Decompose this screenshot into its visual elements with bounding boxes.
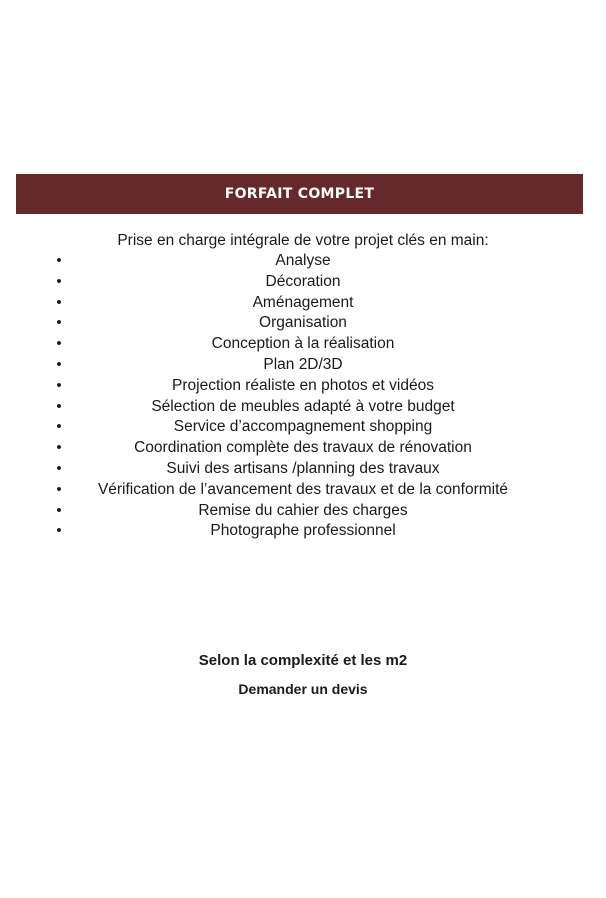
bullet-icon: • <box>56 376 62 394</box>
feature-item <box>0 251 606 272</box>
bullet-icon: • <box>56 397 62 415</box>
feature-item <box>0 272 606 293</box>
feature-label: Vérification de l’avancement des travaux et de la conformité <box>97 480 509 498</box>
bullet-icon: • <box>56 272 62 290</box>
feature-list <box>0 251 606 542</box>
feature-item <box>0 334 606 355</box>
bullet-icon: • <box>56 314 62 332</box>
feature-label: Remise du cahier des charges <box>198 501 408 519</box>
feature-item <box>0 438 606 459</box>
bullet-icon: • <box>56 293 62 311</box>
feature-item <box>0 459 606 480</box>
feature-item <box>0 313 606 334</box>
feature-label: Organisation <box>259 314 347 332</box>
feature-item <box>0 480 606 501</box>
bullet-icon: • <box>56 252 62 269</box>
feature-label: Sélection de meubles adapté à votre budget <box>151 397 455 415</box>
feature-label: Plan 2D/3D <box>263 355 343 373</box>
feature-label: Conception à la réalisation <box>211 335 395 353</box>
bullet-icon: • <box>56 480 62 498</box>
bullet-icon: • <box>56 335 62 353</box>
feature-label: Projection réaliste en photos et vidéos <box>172 376 434 394</box>
feature-label: Analyse <box>275 252 331 269</box>
bullet-icon: • <box>56 501 62 519</box>
request-quote-link[interactable]: Demander un devis <box>238 681 368 697</box>
bullet-icon: • <box>56 355 62 373</box>
bullet-icon: • <box>56 459 62 477</box>
feature-item <box>0 397 606 418</box>
feature-label: Décoration <box>265 272 341 290</box>
feature-item <box>0 417 606 438</box>
section-header <box>16 174 583 214</box>
feature-label: Photographe professionnel <box>210 522 396 540</box>
feature-item <box>0 376 606 397</box>
pricing-note: Selon la complexité et les m2 <box>198 652 408 669</box>
bullet-icon: • <box>56 439 62 457</box>
feature-item <box>0 293 606 314</box>
feature-label: Service d’accompagnement shopping <box>173 418 433 436</box>
feature-item <box>0 521 606 542</box>
bullet-icon: • <box>56 418 62 436</box>
feature-item <box>0 501 606 522</box>
feature-label: Coordination complète des travaux de rénovation <box>134 439 472 457</box>
bullet-icon: • <box>56 522 62 540</box>
intro-text: Prise en charge intégrale de votre projet clés en main: <box>117 232 489 249</box>
section-title: FORFAIT COMPLET <box>224 186 375 202</box>
feature-label: Suivi des artisans /planning des travaux <box>166 459 440 477</box>
feature-label: Aménagement <box>252 293 354 311</box>
feature-item <box>0 355 606 376</box>
